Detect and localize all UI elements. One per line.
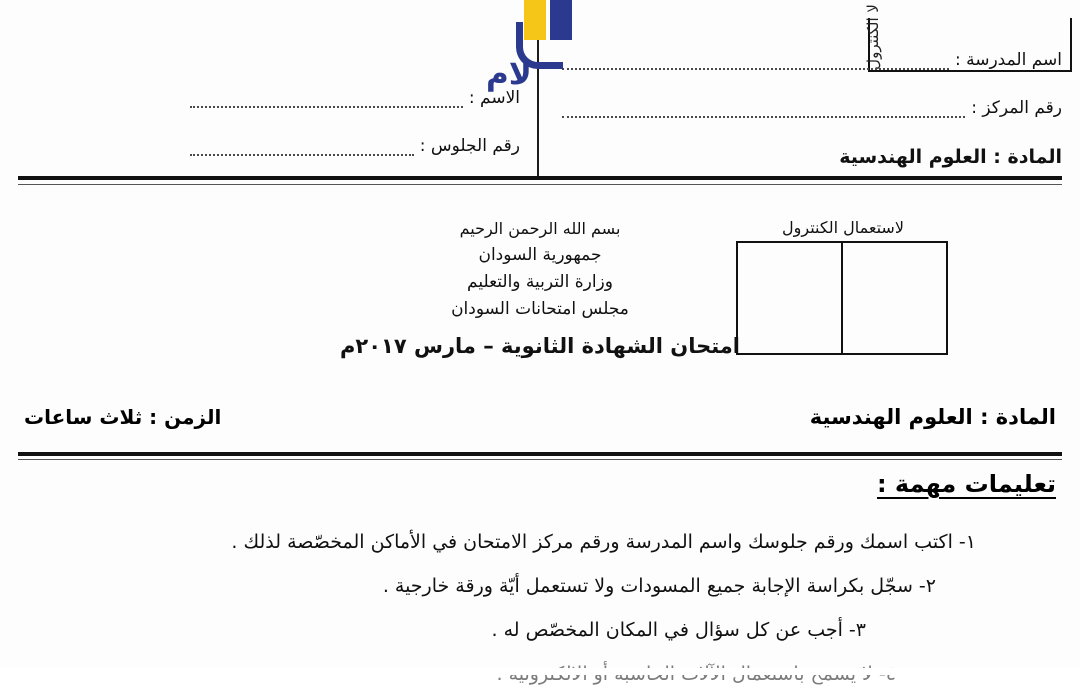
center-number-field[interactable]: [562, 98, 1062, 118]
country-line: جمهورية السودان: [478, 245, 602, 265]
page-bottom-clip: [0, 668, 1080, 675]
top-divider-thick: [18, 176, 1062, 180]
control-cell-right[interactable]: [843, 243, 946, 353]
top-divider-thin: [18, 184, 1062, 185]
school-input[interactable]: [562, 52, 949, 70]
center-number-label: رقم المركز :: [971, 98, 1062, 118]
name-field[interactable]: [190, 88, 520, 108]
mid-divider-thick: [18, 452, 1062, 456]
name-input[interactable]: [190, 90, 463, 108]
control-vertical-label: لا الكنترول: [864, 4, 882, 70]
seat-number-input[interactable]: [190, 138, 414, 156]
control-cell-left[interactable]: [738, 243, 843, 353]
control-use-section: [738, 218, 948, 355]
seat-number-field[interactable]: [190, 136, 520, 156]
school-field[interactable]: [562, 50, 1062, 70]
logo-wordmark: لام: [486, 56, 532, 92]
subject-label: المادة : العلوم الهندسية: [809, 405, 1056, 429]
instruction-item: ٢- سجّل بكراسة الإجابة جميع المسودات ولا تستعمل أيّة ورقة خارجية .: [382, 575, 936, 597]
name-label: الاسم :: [468, 88, 520, 108]
subject-label-top: المادة : العلوم الهندسية: [839, 146, 1062, 168]
subject-time-row: [0, 405, 1080, 439]
candidate-details-block: [0, 0, 1080, 190]
time-label: الزمن : ثلاث ساعات: [24, 405, 222, 429]
bismillah-line: بسم الله الرحمن الرحيم: [459, 219, 621, 238]
instruction-item: ١- اكتب اسمك ورقم جلوسك واسم المدرسة ورقم مركز الامتحان في الأماكن المخصّصة لذلك .: [231, 531, 976, 553]
center-number-input[interactable]: [562, 100, 965, 118]
subject-field-top: [562, 146, 1062, 168]
instructions-title: تعليمات مهمة :: [876, 470, 1056, 498]
seat-number-label: رقم الجلوس :: [419, 136, 520, 156]
school-label: اسم المدرسة :: [954, 50, 1062, 70]
ministry-line: وزارة التربية والتعليم: [467, 272, 613, 292]
instruction-item: ٣- أجب عن كل سؤال في المكان المخصّص له .: [491, 619, 866, 641]
exam-title-line: امتحان الشهادة الثانوية – مارس ٢٠١٧م: [339, 334, 740, 358]
control-use-box[interactable]: [736, 241, 948, 355]
lam-logo-icon: [480, 0, 590, 105]
mid-divider-thin: [18, 459, 1062, 460]
control-use-title: لاستعمال الكنترول: [782, 218, 904, 237]
council-line: مجلس امتحانات السودان: [451, 299, 629, 319]
